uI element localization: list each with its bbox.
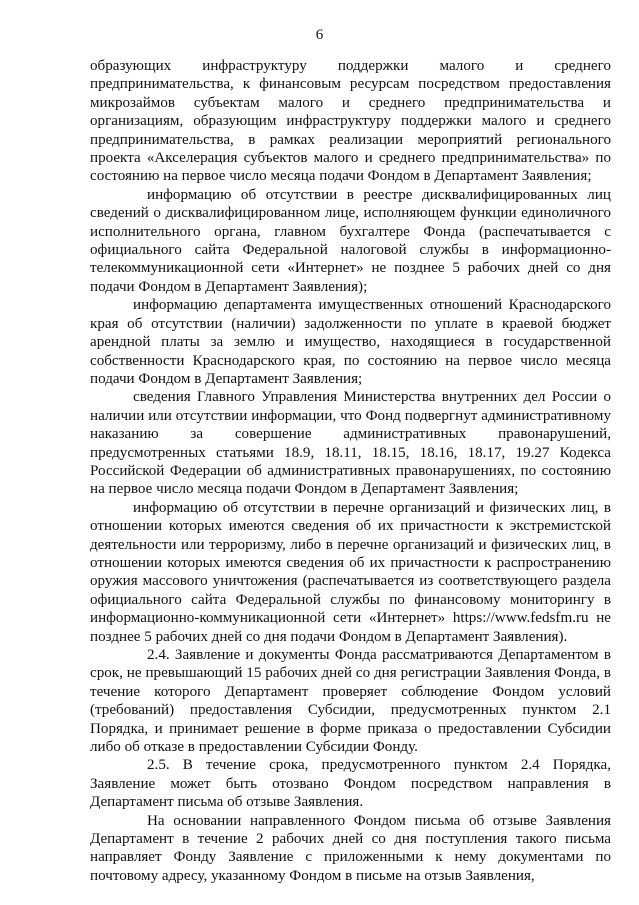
paragraph-disqualified-registry: информацию об отсутствии в реестре дисквалифицированных лиц сведений о дисквалифицированном лице, исполняющем функции единоличного исполнительного органа, главном бухгалтере Фонда (распечатывается с официального сайта Федеральной налоговой службы в информационно-телекоммуникационной сети «Интернет» не позднее 5 рабочих дней со дня подачи Фондом в Департамент Заявления); — [90, 186, 611, 295]
paragraph-interior-ministry: сведения Главного Управления Министерства внутренних дел России о наличии или отсутствии информации, что Фонд подвергнут административному наказанию за совершение административных правонарушений, предусмотренных статьями 18.9, 18.11, 18.15, 18.16, 18.17, 19.27 Кодекса Российской Федерации об административных правонарушениях, по состоянию на первое число месяца подачи Фондом в Департамент Заявления; — [90, 389, 611, 498]
page-number: 6 — [315, 27, 324, 43]
paragraph-extremism-list: информацию об отсутствии в перечне организаций и физических лиц, в отношении которых имеются сведения об их причастности к экстремистской деятельности или терроризму, либо в перечне организаций и физических лиц, в отношении которых имеются сведения об их причастности к распространению оружия массового уничтожения (распечатывается из соответствующего раздела официального сайта Федеральной службы по финансовому мониторингу в информационно-коммуникационной сети «Интернет» https://www.fedsfm.ru не позднее 5 рабочих дней со дня подачи Фондом в Департамент Заявления). — [90, 499, 611, 645]
paragraph-2-5: 2.5. В течение срока, предусмотренного пунктом 2.4 Порядка, Заявление может быть отозвано Фондом посредством направления в Департамент письма об отзыве Заявления. — [90, 757, 611, 811]
paragraph-withdrawal-return: На основании направленного Фондом письма об отзыве Заявления Департамент в течение 2 рабочих дней со дня поступления такого письма направляет Фонду Заявление с приложенными к нему документами по почтовому адресу, указанному Фондом в письме на отзыв Заявления, — [90, 812, 611, 884]
paragraph-continuation: образующих инфраструктуру поддержки малого и среднего предпринимательства, к финансовым ресурсам посредством предоставления микрозаймов субъектам малого и среднего предпринимательства и организациям, образующим инфраструктуру поддержки малого и среднего предпринимательства, в рамках реализации мероприятий регионального проекта «Акселерация субъектов малого и среднего предпринимательства» по состоянию на первое число месяца подачи Фондом в Департамент Заявления; — [90, 58, 611, 185]
paragraph-2-4: 2.4. Заявление и документы Фонда рассматриваются Департаментом в срок, не превышающий 15 рабочих дней со дня регистрации Заявления Фонда, в течение которого Департамент проверяет соблюдение Фондом условий (требований) предоставления Субсидии, предусмотренных пунктом 2.1 Порядка, и принимает решение в форме приказа о предоставлении Субсидии либо об отказе в предоставлении Субсидии Фонду. — [90, 647, 611, 756]
paragraph-property-department: информацию департамента имущественных отношений Краснодарского края об отсутствии (наличии) задолженности по уплате в краевой бюджет арендной платы за землю и имущество, находящиеся в государственной собственности Краснодарского края, по состоянию на первое число месяца подачи Фондом в Департамент Заявления; — [90, 297, 611, 387]
document-body — [90, 57, 611, 885]
